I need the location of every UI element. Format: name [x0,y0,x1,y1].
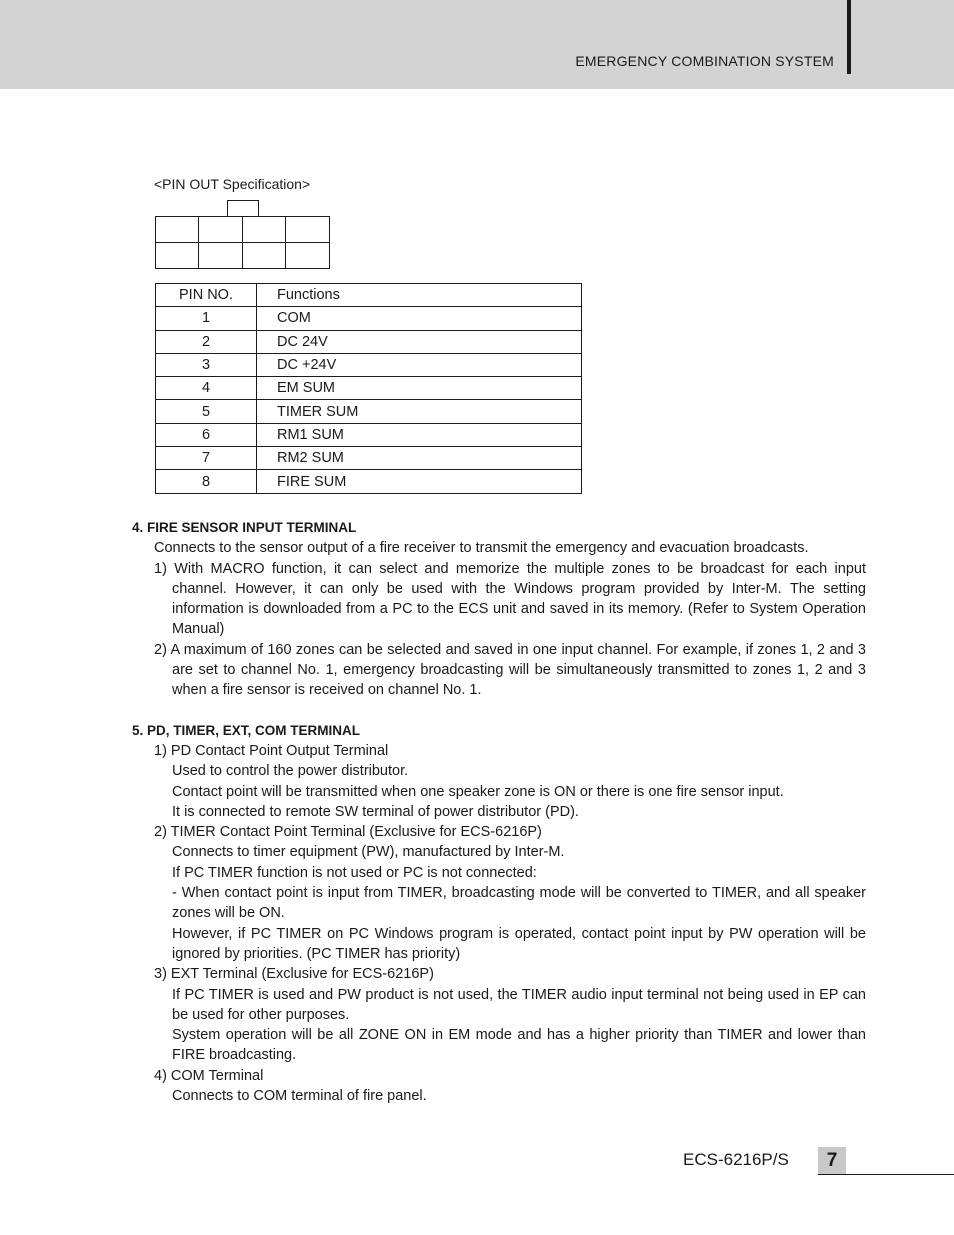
pin-function: FIRE SUM [257,470,582,493]
pin-function: RM1 SUM [257,423,582,446]
paragraph: Used to control the power distributor. [172,763,409,780]
pin-function: EM SUM [257,377,582,400]
pin-number: 3 [156,353,257,376]
footer-model-name: ECS-6216P/S [683,1150,789,1169]
column-header-functions: Functions [257,284,582,307]
pin-function: DC 24V [257,330,582,353]
table-row [156,447,582,470]
paragraph: Connects to COM terminal of fire panel. [172,1088,427,1105]
list-item: 1) With MACRO function, it can select and memorize the multiple zones to be broadcast for each input channel. However, it can only be used with the Windows program provided by Inter-M. The setting information is downloaded from a PC to the ECS unit and saved in its memory. (Refer to System Operation Manual) [154,560,866,638]
pin-cell [243,217,286,243]
list-item-heading: 1) PD Contact Point Output Terminal [154,742,389,759]
pin-number: 1 [156,307,257,330]
body-content [132,518,866,1106]
pin-function: RM2 SUM [257,447,582,470]
table-row [156,330,582,353]
list-item-heading: 3) EXT Terminal (Exclusive for ECS-6216P) [154,966,434,983]
pin-cell [156,243,199,269]
table-row [156,377,582,400]
pin-cell [199,217,242,243]
table-header-row [156,284,582,307]
connector-latch [227,200,259,216]
paragraph: System operation will be all ZONE ON in EM mode and has a higher priority than TIMER and lower than FIRE broadcasting. [172,1027,866,1064]
spacer [132,701,866,721]
table-row [156,400,582,423]
paragraph: If PC TIMER function is not used or PC is not connected: [172,864,537,881]
table-row [156,470,582,493]
pin-function: COM [257,307,582,330]
pin-number: 8 [156,470,257,493]
list-item-heading: 2) TIMER Contact Point Terminal (Exclusive for ECS-6216P) [154,824,542,841]
pin-number: 7 [156,447,257,470]
paragraph: Connects to the sensor output of a fire receiver to transmit the emergency and evacuation broadcasts. [154,540,809,557]
table-row [156,307,582,330]
pin-table [155,283,582,494]
paragraph: Connects to timer equipment (PW), manufactured by Inter-M. [172,844,565,861]
page-number: 7 [818,1147,846,1174]
table-row [156,353,582,376]
pin-number: 2 [156,330,257,353]
pin-function: TIMER SUM [257,400,582,423]
section-heading: 4. FIRE SENSOR INPUT TERMINAL [132,520,357,535]
pin-cell [286,243,329,269]
header-title: EMERGENCY COMBINATION SYSTEM [575,53,834,69]
list-item: 2) A maximum of 160 zones can be selected and saved in one input channel. For example, if zones 1, 2 and 3 are set to channel No. 1, emergency broadcasting will be simultaneously transmitted to zones 1, 2 and 3 when a fire sensor is received on channel No. 1. [154,641,866,699]
paragraph: If PC TIMER is used and PW product is not used, the TIMER audio input terminal not being used in EP can be used for other purposes. [172,986,866,1023]
header-band [0,0,954,89]
paragraph: It is connected to remote SW terminal of power distributor (PD). [172,803,579,820]
pin-cell [243,243,286,269]
pinout-title: <PIN OUT Specification> [154,176,311,192]
pin-number: 5 [156,400,257,423]
header-accent-bar [847,0,851,74]
list-item-heading: 4) COM Terminal [154,1067,264,1084]
paragraph: However, if PC TIMER on PC Windows program is operated, contact point input by PW operation will be ignored by priorities. (PC TIMER has priority) [172,925,866,962]
pin-cell [286,217,329,243]
paragraph: - When contact point is input from TIMER, broadcasting mode will be converted to TIMER, and all speaker zones will be ON. [172,885,866,922]
pin-number: 6 [156,423,257,446]
pin-number: 4 [156,377,257,400]
table-row [156,423,582,446]
section-heading: 5. PD, TIMER, EXT, COM TERMINAL [132,722,361,738]
column-header-pin: PIN NO. [156,284,257,307]
paragraph: Contact point will be transmitted when one speaker zone is ON or there is one fire sensor input. [172,783,784,800]
pin-cell [199,243,242,269]
connector-diagram [155,216,330,269]
footer-rule [818,1174,954,1175]
pin-cell [156,217,199,243]
pin-function: DC +24V [257,353,582,376]
